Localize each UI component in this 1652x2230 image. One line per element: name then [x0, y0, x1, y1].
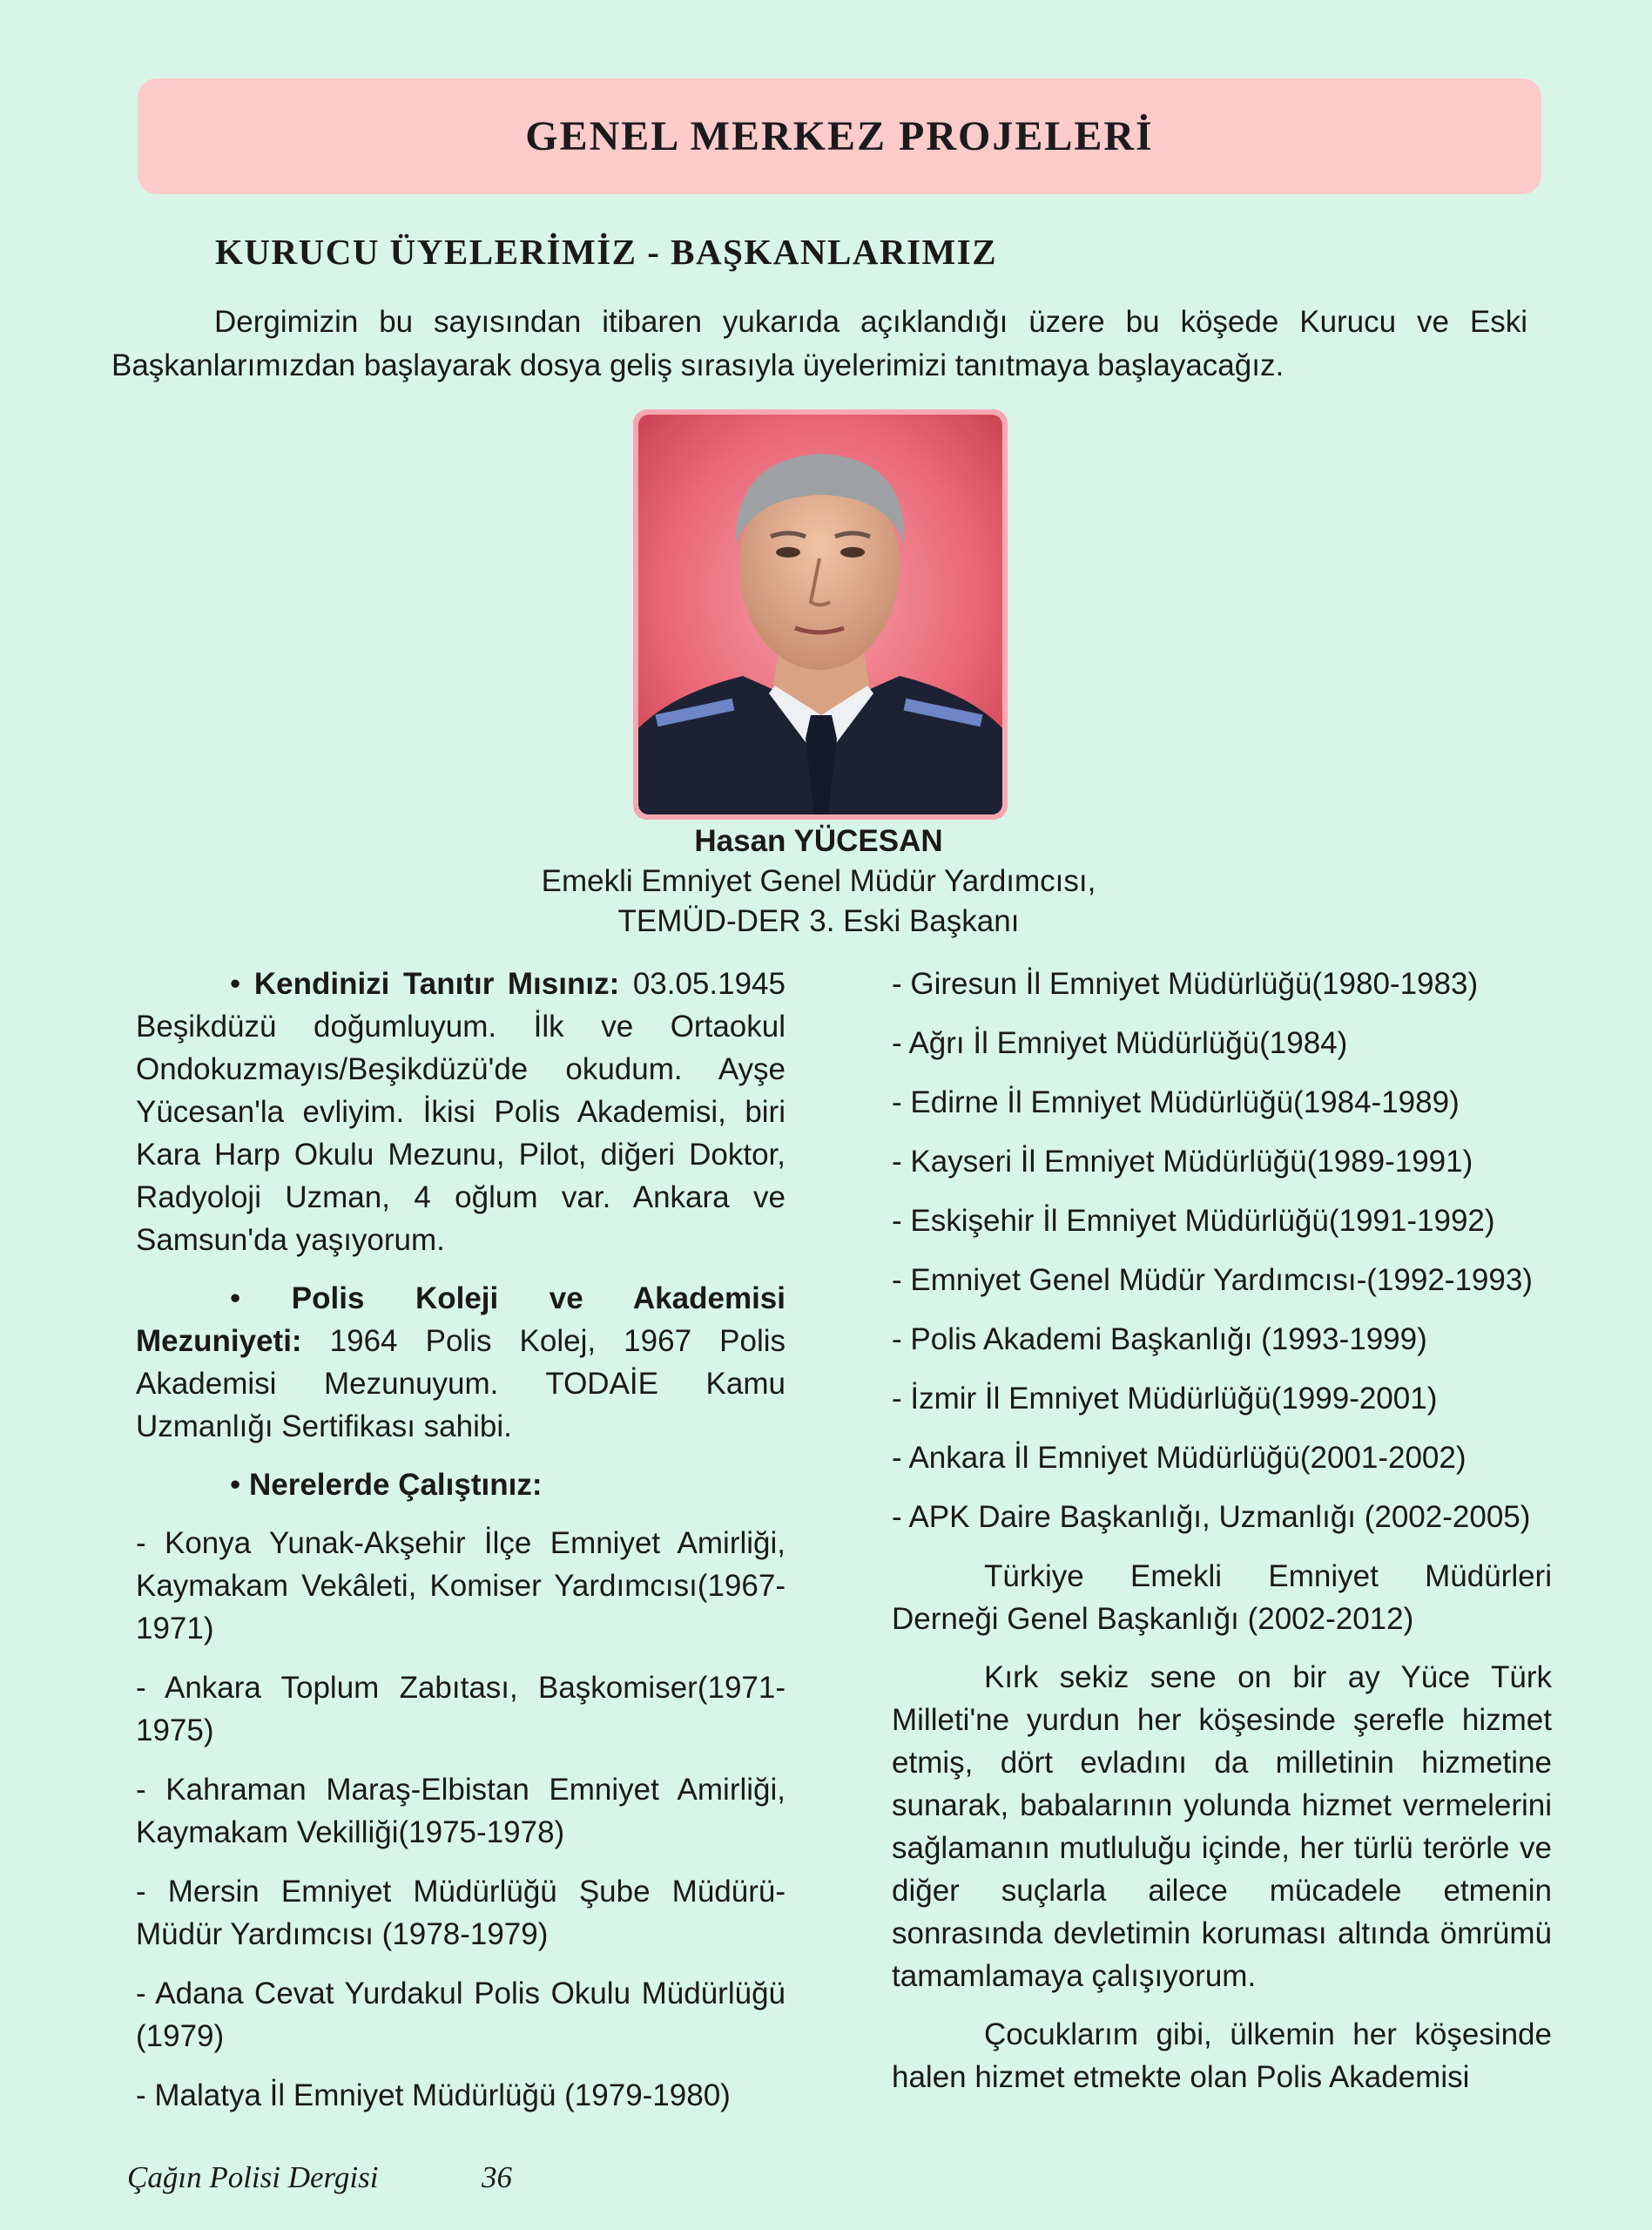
- career-item: - Ağrı İl Emniyet Müdürlüğü(1984): [892, 1026, 1348, 1060]
- body-paragraph: Türkiye Emekli Emniyet Müdürleri Derneği Genel Başkanlığı (2002-2012): [892, 1559, 1552, 1636]
- person-name: Hasan YÜCESAN: [694, 824, 943, 858]
- question-education-text: 1964 Polis Kolej, 1967 Polis Akademisi Mezunuyum. TODAİE Kamu Uzmanlığı Sertifikası sahibi.: [136, 1324, 786, 1443]
- person-title-1: Emekli Emniyet Genel Müdür Yardımcısı,: [541, 864, 1096, 898]
- body-paragraph: Çocuklarım gibi, ülkemin her köşesinde halen hizmet etmekte olan Polis Akademisi: [892, 2017, 1552, 2094]
- career-item: - Adana Cevat Yurdakul Polis Okulu Müdürlüğü (1979): [136, 1977, 786, 2053]
- question-education: [136, 1277, 786, 1448]
- career-item: - Konya Yunak-Akşehir İlçe Emniyet Amirliği, Kaymakam Vekâleti, Komiser Yardımcısı(1967-1971): [136, 1526, 786, 1645]
- page-title: GENEL MERKEZ PROJELERİ: [525, 113, 1154, 159]
- bullet-icon: •: [230, 1468, 249, 1502]
- career-item: - Giresun İl Emniyet Müdürlüğü(1980-1983): [892, 967, 1479, 1001]
- career-item: - Mersin Emniyet Müdürlüğü Şube Müdürü-Müdür Yardımcısı (1978-1979): [136, 1875, 786, 1951]
- career-item: - Kayseri İl Emniyet Müdürlüğü(1989-1991): [892, 1145, 1473, 1179]
- section-title: KURUCU ÜYELERİMİZ - BAŞKANLARIMIZ: [215, 232, 998, 272]
- intro-paragraph: Dergimizin bu sayısından itibaren yukarıda açıklandığı üzere bu köşede Kurucu ve Eski Başkanlarımızdan başlayarak dosya geliş sırasıyla üyelerimizi tanıtmaya başlayacağız.: [111, 305, 1527, 382]
- portrait-caption: [366, 821, 1271, 942]
- magazine-name: Çağın Polisi Dergisi: [127, 2160, 379, 2194]
- career-item: - Kahraman Maraş-Elbistan Emniyet Amirliği, Kaymakam Vekilliği(1975-1978): [136, 1773, 786, 1849]
- bullet-icon: •: [230, 967, 254, 1001]
- person-title-2: TEMÜD-DER 3. Eski Başkanı: [617, 904, 1020, 938]
- question-career: [136, 1463, 786, 1506]
- career-item: - APK Daire Başkanlığı, Uzmanlığı (2002-2005): [892, 1500, 1531, 1534]
- career-item: - Eskişehir İl Emniyet Müdürlüğü(1991-1992): [892, 1204, 1495, 1238]
- portrait-photo: [638, 415, 1002, 814]
- career-item: - Emniyet Genel Müdür Yardımcısı-(1992-1993): [892, 1263, 1533, 1297]
- career-item: - Ankara Toplum Zabıtası, Başkomiser(1971-1975): [136, 1671, 786, 1747]
- career-item: - Polis Akademi Başkanlığı (1993-1999): [892, 1322, 1427, 1356]
- portrait-frame: [633, 409, 1008, 820]
- question-intro-label: Kendinizi Tanıtır Mısınız:: [253, 967, 620, 1001]
- question-career-label: Nerelerde Çalıştınız:: [248, 1468, 543, 1502]
- body-paragraph: Kırk sekiz sene on bir ay Yüce Türk Milleti'ne yurdun her köşesinde şerefle hizmet etmiş, dört evladını da milletinin hizmetine sunarak, babalarının yolunda hizmet vermelerini sağlamanın mutluluğu içinde, her türlü terörle ve diğer suçlarla ailece mücadele etmenin sonrasında devletimin koruması altında ömrümü tamamlamaya çalışıyorum.: [892, 1660, 1552, 1993]
- career-item: - İzmir İl Emniyet Müdürlüğü(1999-2001): [892, 1382, 1438, 1416]
- question-intro: [136, 963, 786, 1261]
- career-item: - Edirne İl Emniyet Müdürlüğü(1984-1989): [892, 1085, 1460, 1119]
- right-column: [892, 963, 1552, 2114]
- left-column: [136, 963, 786, 2133]
- header-banner: [138, 78, 1541, 194]
- career-item: - Ankara İl Emniyet Müdürlüğü(2001-2002): [892, 1441, 1467, 1475]
- career-item: - Malatya İl Emniyet Müdürlüğü (1979-1980): [136, 2078, 731, 2112]
- page-number: 36: [482, 2160, 512, 2194]
- question-education-label: Polis Koleji ve Akademisi Mezuniyeti:: [136, 1281, 786, 1358]
- bullet-icon: •: [230, 1281, 292, 1315]
- question-intro-text: 03.05.1945 Beşikdüzü doğumluyum. İlk ve Ortaokul Ondokuzmayıs/Beşikdüzü'de okudum. Ayşe Yücesan'la evliyim. İkisi Polis Akademisi, biri Kara Harp Okulu Mezunu, Pilot, diğeri Doktor, Radyoloji Uzman, 4 oğlum var. Ankara ve Samsun'da yaşıyorum.: [136, 967, 786, 1257]
